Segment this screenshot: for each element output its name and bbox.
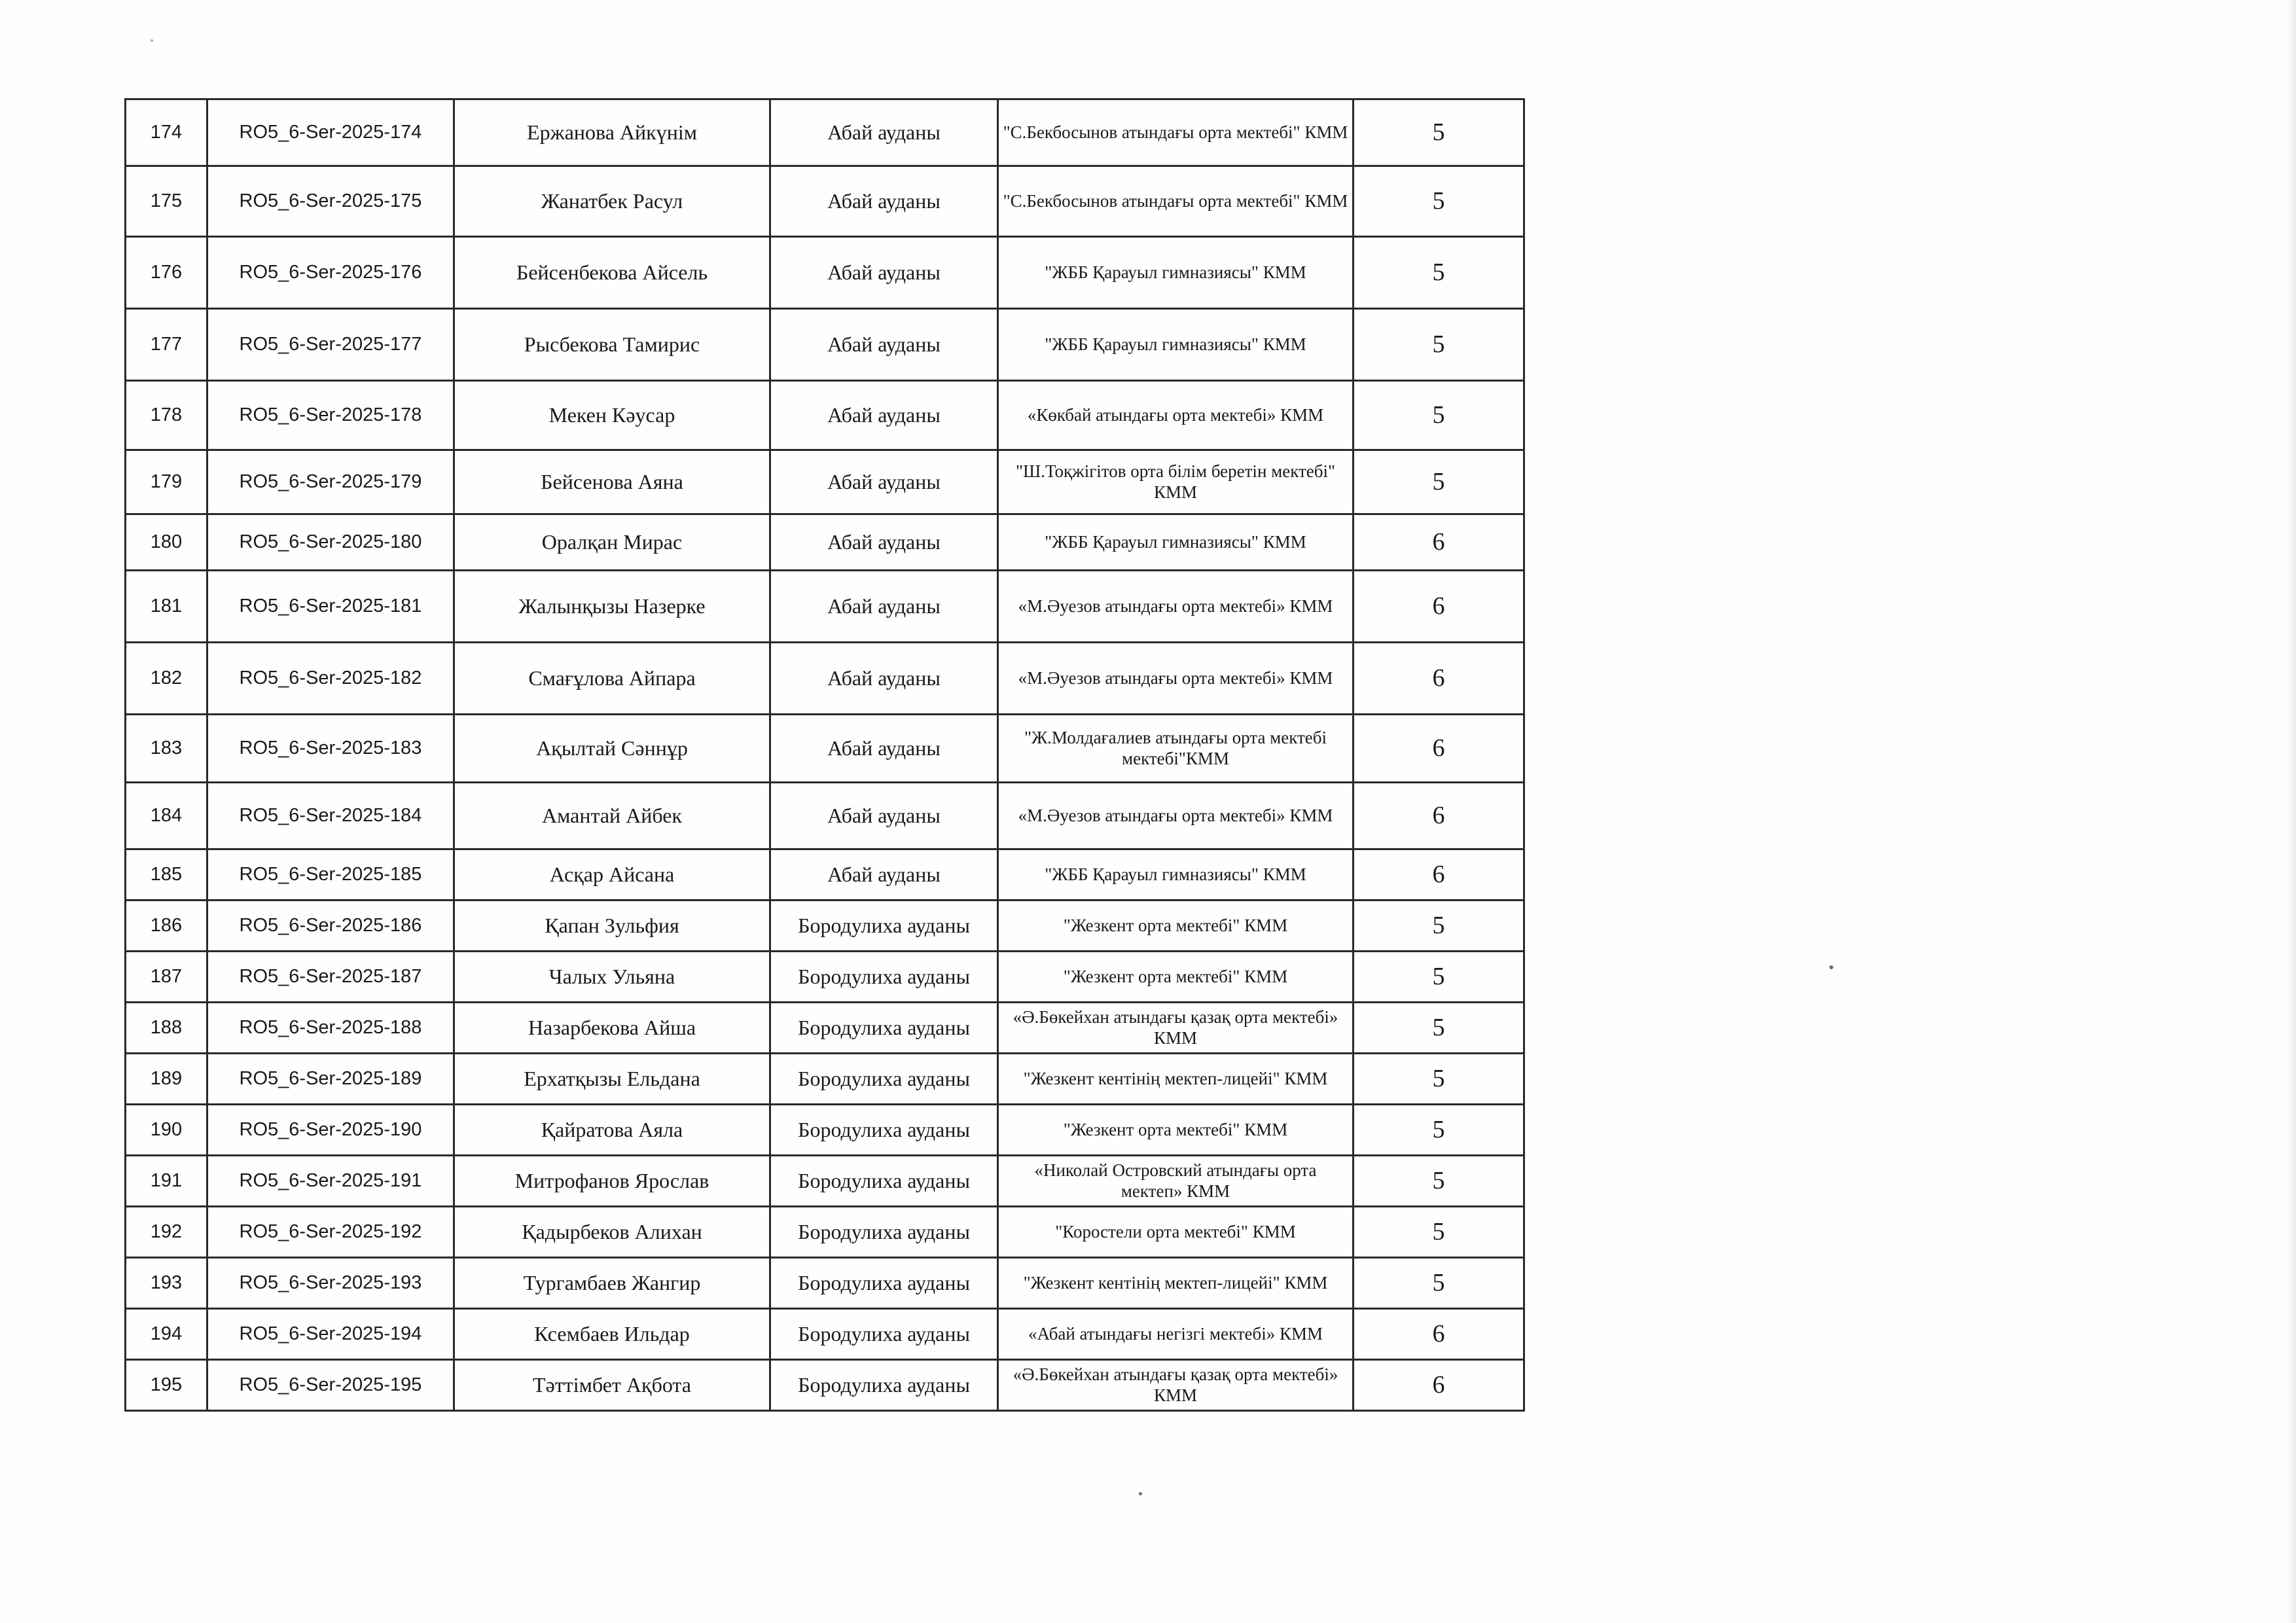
district-cell: Абай ауданы xyxy=(770,715,998,783)
participant-code-cell: RO5_6-Ser-2025-184 xyxy=(207,783,454,849)
participant-name-cell: Қадырбеков Алихан xyxy=(454,1207,770,1258)
participant-name-cell: Ерхатқызы Ельдана xyxy=(454,1054,770,1105)
participant-code-cell: RO5_6-Ser-2025-177 xyxy=(207,309,454,381)
table-row xyxy=(126,514,1524,571)
table-row xyxy=(126,952,1524,1003)
row-number-cell: 179 xyxy=(126,450,207,514)
row-number-cell: 175 xyxy=(126,166,207,237)
participant-name-cell: Амантай Айбек xyxy=(454,783,770,849)
participants-table-body xyxy=(126,99,1524,1411)
school-cell: "Жезкент орта мектебі" КММ xyxy=(998,1105,1354,1156)
participant-name-cell: Бейсенбекова Айсель xyxy=(454,237,770,309)
row-number-cell: 176 xyxy=(126,237,207,309)
district-cell: Бородулиха ауданы xyxy=(770,901,998,952)
participant-name-cell: Ксембаев Ильдар xyxy=(454,1309,770,1360)
participant-code-cell: RO5_6-Ser-2025-180 xyxy=(207,514,454,571)
school-cell: «Ә.Бөкейхан атындағы қазақ орта мектебі» КММ xyxy=(998,1360,1354,1411)
table-row xyxy=(126,1207,1524,1258)
participant-code-cell: RO5_6-Ser-2025-191 xyxy=(207,1156,454,1207)
row-number-cell: 183 xyxy=(126,715,207,783)
grade-cell: 5 xyxy=(1354,309,1524,381)
grade-cell: 5 xyxy=(1354,166,1524,237)
participant-code-cell: RO5_6-Ser-2025-190 xyxy=(207,1105,454,1156)
school-cell: «М.Әуезов атындағы орта мектебі» КММ xyxy=(998,571,1354,643)
school-cell: "Коростели орта мектебі" КММ xyxy=(998,1207,1354,1258)
grade-cell: 6 xyxy=(1354,783,1524,849)
participant-code-cell: RO5_6-Ser-2025-174 xyxy=(207,99,454,166)
scan-edge xyxy=(2287,0,2296,1623)
table-row xyxy=(126,450,1524,514)
row-number-cell: 188 xyxy=(126,1003,207,1054)
school-cell: "Ш.Тоқжігітов орта білім беретін мектебі" КММ xyxy=(998,450,1354,514)
participant-name-cell: Жанатбек Расул xyxy=(454,166,770,237)
school-cell: «М.Әуезов атындағы орта мектебі» КММ xyxy=(998,643,1354,715)
participant-name-cell: Тургамбаев Жангир xyxy=(454,1258,770,1309)
table-row xyxy=(126,1105,1524,1156)
participant-name-cell: Ақылтай Сәннұр xyxy=(454,715,770,783)
district-cell: Абай ауданы xyxy=(770,99,998,166)
participant-code-cell: RO5_6-Ser-2025-192 xyxy=(207,1207,454,1258)
row-number-cell: 180 xyxy=(126,514,207,571)
row-number-cell: 177 xyxy=(126,309,207,381)
table-row xyxy=(126,237,1524,309)
table-row xyxy=(126,571,1524,643)
table-row xyxy=(126,1309,1524,1360)
scan-speck xyxy=(151,39,153,42)
participant-code-cell: RO5_6-Ser-2025-183 xyxy=(207,715,454,783)
scan-speck xyxy=(1139,1492,1142,1495)
scan-speck xyxy=(1829,965,1833,969)
participant-name-cell: Рысбекова Тамирис xyxy=(454,309,770,381)
table-row xyxy=(126,309,1524,381)
grade-cell: 6 xyxy=(1354,643,1524,715)
row-number-cell: 186 xyxy=(126,901,207,952)
district-cell: Абай ауданы xyxy=(770,237,998,309)
row-number-cell: 194 xyxy=(126,1309,207,1360)
district-cell: Абай ауданы xyxy=(770,381,998,450)
district-cell: Бородулиха ауданы xyxy=(770,1003,998,1054)
participant-code-cell: RO5_6-Ser-2025-176 xyxy=(207,237,454,309)
grade-cell: 6 xyxy=(1354,715,1524,783)
school-cell: "Жезкент кентінің мектеп-лицейі" КММ xyxy=(998,1258,1354,1309)
participant-name-cell: Чалых Ульяна xyxy=(454,952,770,1003)
participant-code-cell: RO5_6-Ser-2025-187 xyxy=(207,952,454,1003)
grade-cell: 5 xyxy=(1354,1258,1524,1309)
participant-name-cell: Ержанова Айкүнім xyxy=(454,99,770,166)
school-cell: "Ж.Молдағалиев атындағы орта мектебі мектебі"КММ xyxy=(998,715,1354,783)
participant-name-cell: Асқар Айсана xyxy=(454,849,770,901)
table-row xyxy=(126,1003,1524,1054)
grade-cell: 5 xyxy=(1354,1156,1524,1207)
participant-code-cell: RO5_6-Ser-2025-194 xyxy=(207,1309,454,1360)
row-number-cell: 182 xyxy=(126,643,207,715)
grade-cell: 6 xyxy=(1354,1309,1524,1360)
row-number-cell: 174 xyxy=(126,99,207,166)
table-row xyxy=(126,901,1524,952)
table-row xyxy=(126,99,1524,166)
participant-code-cell: RO5_6-Ser-2025-182 xyxy=(207,643,454,715)
participant-name-cell: Жалынқызы Назерке xyxy=(454,571,770,643)
district-cell: Бородулиха ауданы xyxy=(770,952,998,1003)
row-number-cell: 191 xyxy=(126,1156,207,1207)
school-cell: "ЖББ Қарауыл гимназиясы" КММ xyxy=(998,514,1354,571)
grade-cell: 5 xyxy=(1354,952,1524,1003)
participant-name-cell: Тәттімбет Ақбота xyxy=(454,1360,770,1411)
table-row xyxy=(126,1054,1524,1105)
grade-cell: 6 xyxy=(1354,514,1524,571)
table-row xyxy=(126,1360,1524,1411)
district-cell: Абай ауданы xyxy=(770,514,998,571)
participant-code-cell: RO5_6-Ser-2025-193 xyxy=(207,1258,454,1309)
participant-name-cell: Мекен Кәусар xyxy=(454,381,770,450)
school-cell: "Жезкент кентінің мектеп-лицейі" КММ xyxy=(998,1054,1354,1105)
school-cell: "С.Бекбосынов атындағы орта мектебі" КММ xyxy=(998,166,1354,237)
row-number-cell: 195 xyxy=(126,1360,207,1411)
district-cell: Абай ауданы xyxy=(770,643,998,715)
table-row xyxy=(126,1258,1524,1309)
grade-cell: 5 xyxy=(1354,1105,1524,1156)
school-cell: «Көкбай атындағы орта мектебі» КММ xyxy=(998,381,1354,450)
grade-cell: 5 xyxy=(1354,450,1524,514)
participant-name-cell: Қапан Зульфия xyxy=(454,901,770,952)
row-number-cell: 193 xyxy=(126,1258,207,1309)
row-number-cell: 181 xyxy=(126,571,207,643)
participant-name-cell: Бейсенова Аяна xyxy=(454,450,770,514)
row-number-cell: 185 xyxy=(126,849,207,901)
district-cell: Абай ауданы xyxy=(770,309,998,381)
grade-cell: 5 xyxy=(1354,901,1524,952)
grade-cell: 6 xyxy=(1354,849,1524,901)
grade-cell: 5 xyxy=(1354,99,1524,166)
grade-cell: 5 xyxy=(1354,1054,1524,1105)
district-cell: Бородулиха ауданы xyxy=(770,1156,998,1207)
participants-table xyxy=(124,98,1525,1412)
district-cell: Бородулиха ауданы xyxy=(770,1258,998,1309)
district-cell: Абай ауданы xyxy=(770,450,998,514)
row-number-cell: 178 xyxy=(126,381,207,450)
school-cell: "Жезкент орта мектебі" КММ xyxy=(998,952,1354,1003)
table-row xyxy=(126,166,1524,237)
participant-code-cell: RO5_6-Ser-2025-175 xyxy=(207,166,454,237)
participant-code-cell: RO5_6-Ser-2025-181 xyxy=(207,571,454,643)
school-cell: "ЖББ Қарауыл гимназиясы" КММ xyxy=(998,237,1354,309)
participant-name-cell: Смағұлова Айпара xyxy=(454,643,770,715)
district-cell: Абай ауданы xyxy=(770,571,998,643)
district-cell: Бородулиха ауданы xyxy=(770,1105,998,1156)
district-cell: Абай ауданы xyxy=(770,849,998,901)
participant-code-cell: RO5_6-Ser-2025-188 xyxy=(207,1003,454,1054)
school-cell: "ЖББ Қарауыл гимназиясы" КММ xyxy=(998,309,1354,381)
table-row xyxy=(126,783,1524,849)
participant-name-cell: Қайратова Аяла xyxy=(454,1105,770,1156)
participant-code-cell: RO5_6-Ser-2025-189 xyxy=(207,1054,454,1105)
grade-cell: 5 xyxy=(1354,381,1524,450)
participant-code-cell: RO5_6-Ser-2025-186 xyxy=(207,901,454,952)
table-row xyxy=(126,1156,1524,1207)
district-cell: Бородулиха ауданы xyxy=(770,1054,998,1105)
row-number-cell: 192 xyxy=(126,1207,207,1258)
table-row xyxy=(126,715,1524,783)
table-row xyxy=(126,849,1524,901)
row-number-cell: 187 xyxy=(126,952,207,1003)
district-cell: Абай ауданы xyxy=(770,783,998,849)
district-cell: Бородулиха ауданы xyxy=(770,1309,998,1360)
grade-cell: 6 xyxy=(1354,1360,1524,1411)
district-cell: Бородулиха ауданы xyxy=(770,1360,998,1411)
school-cell: «Николай Островский атындағы орта мектеп» КММ xyxy=(998,1156,1354,1207)
school-cell: "Жезкент орта мектебі" КММ xyxy=(998,901,1354,952)
school-cell: "С.Бекбосынов атындағы орта мектебі" КММ xyxy=(998,99,1354,166)
row-number-cell: 184 xyxy=(126,783,207,849)
school-cell: «Абай атындағы негізгі мектебі» КММ xyxy=(998,1309,1354,1360)
grade-cell: 5 xyxy=(1354,237,1524,309)
participant-name-cell: Митрофанов Ярослав xyxy=(454,1156,770,1207)
row-number-cell: 190 xyxy=(126,1105,207,1156)
school-cell: «Ә.Бөкейхан атындағы қазақ орта мектебі» КММ xyxy=(998,1003,1354,1054)
grade-cell: 5 xyxy=(1354,1003,1524,1054)
grade-cell: 5 xyxy=(1354,1207,1524,1258)
participant-code-cell: RO5_6-Ser-2025-178 xyxy=(207,381,454,450)
participant-code-cell: RO5_6-Ser-2025-185 xyxy=(207,849,454,901)
grade-cell: 6 xyxy=(1354,571,1524,643)
participant-name-cell: Назарбекова Айша xyxy=(454,1003,770,1054)
participant-code-cell: RO5_6-Ser-2025-195 xyxy=(207,1360,454,1411)
participant-name-cell: Оралқан Мирас xyxy=(454,514,770,571)
school-cell: «М.Әуезов атындағы орта мектебі» КММ xyxy=(998,783,1354,849)
participant-code-cell: RO5_6-Ser-2025-179 xyxy=(207,450,454,514)
district-cell: Абай ауданы xyxy=(770,166,998,237)
district-cell: Бородулиха ауданы xyxy=(770,1207,998,1258)
table-row xyxy=(126,381,1524,450)
row-number-cell: 189 xyxy=(126,1054,207,1105)
school-cell: "ЖББ Қарауыл гимназиясы" КММ xyxy=(998,849,1354,901)
table-row xyxy=(126,643,1524,715)
